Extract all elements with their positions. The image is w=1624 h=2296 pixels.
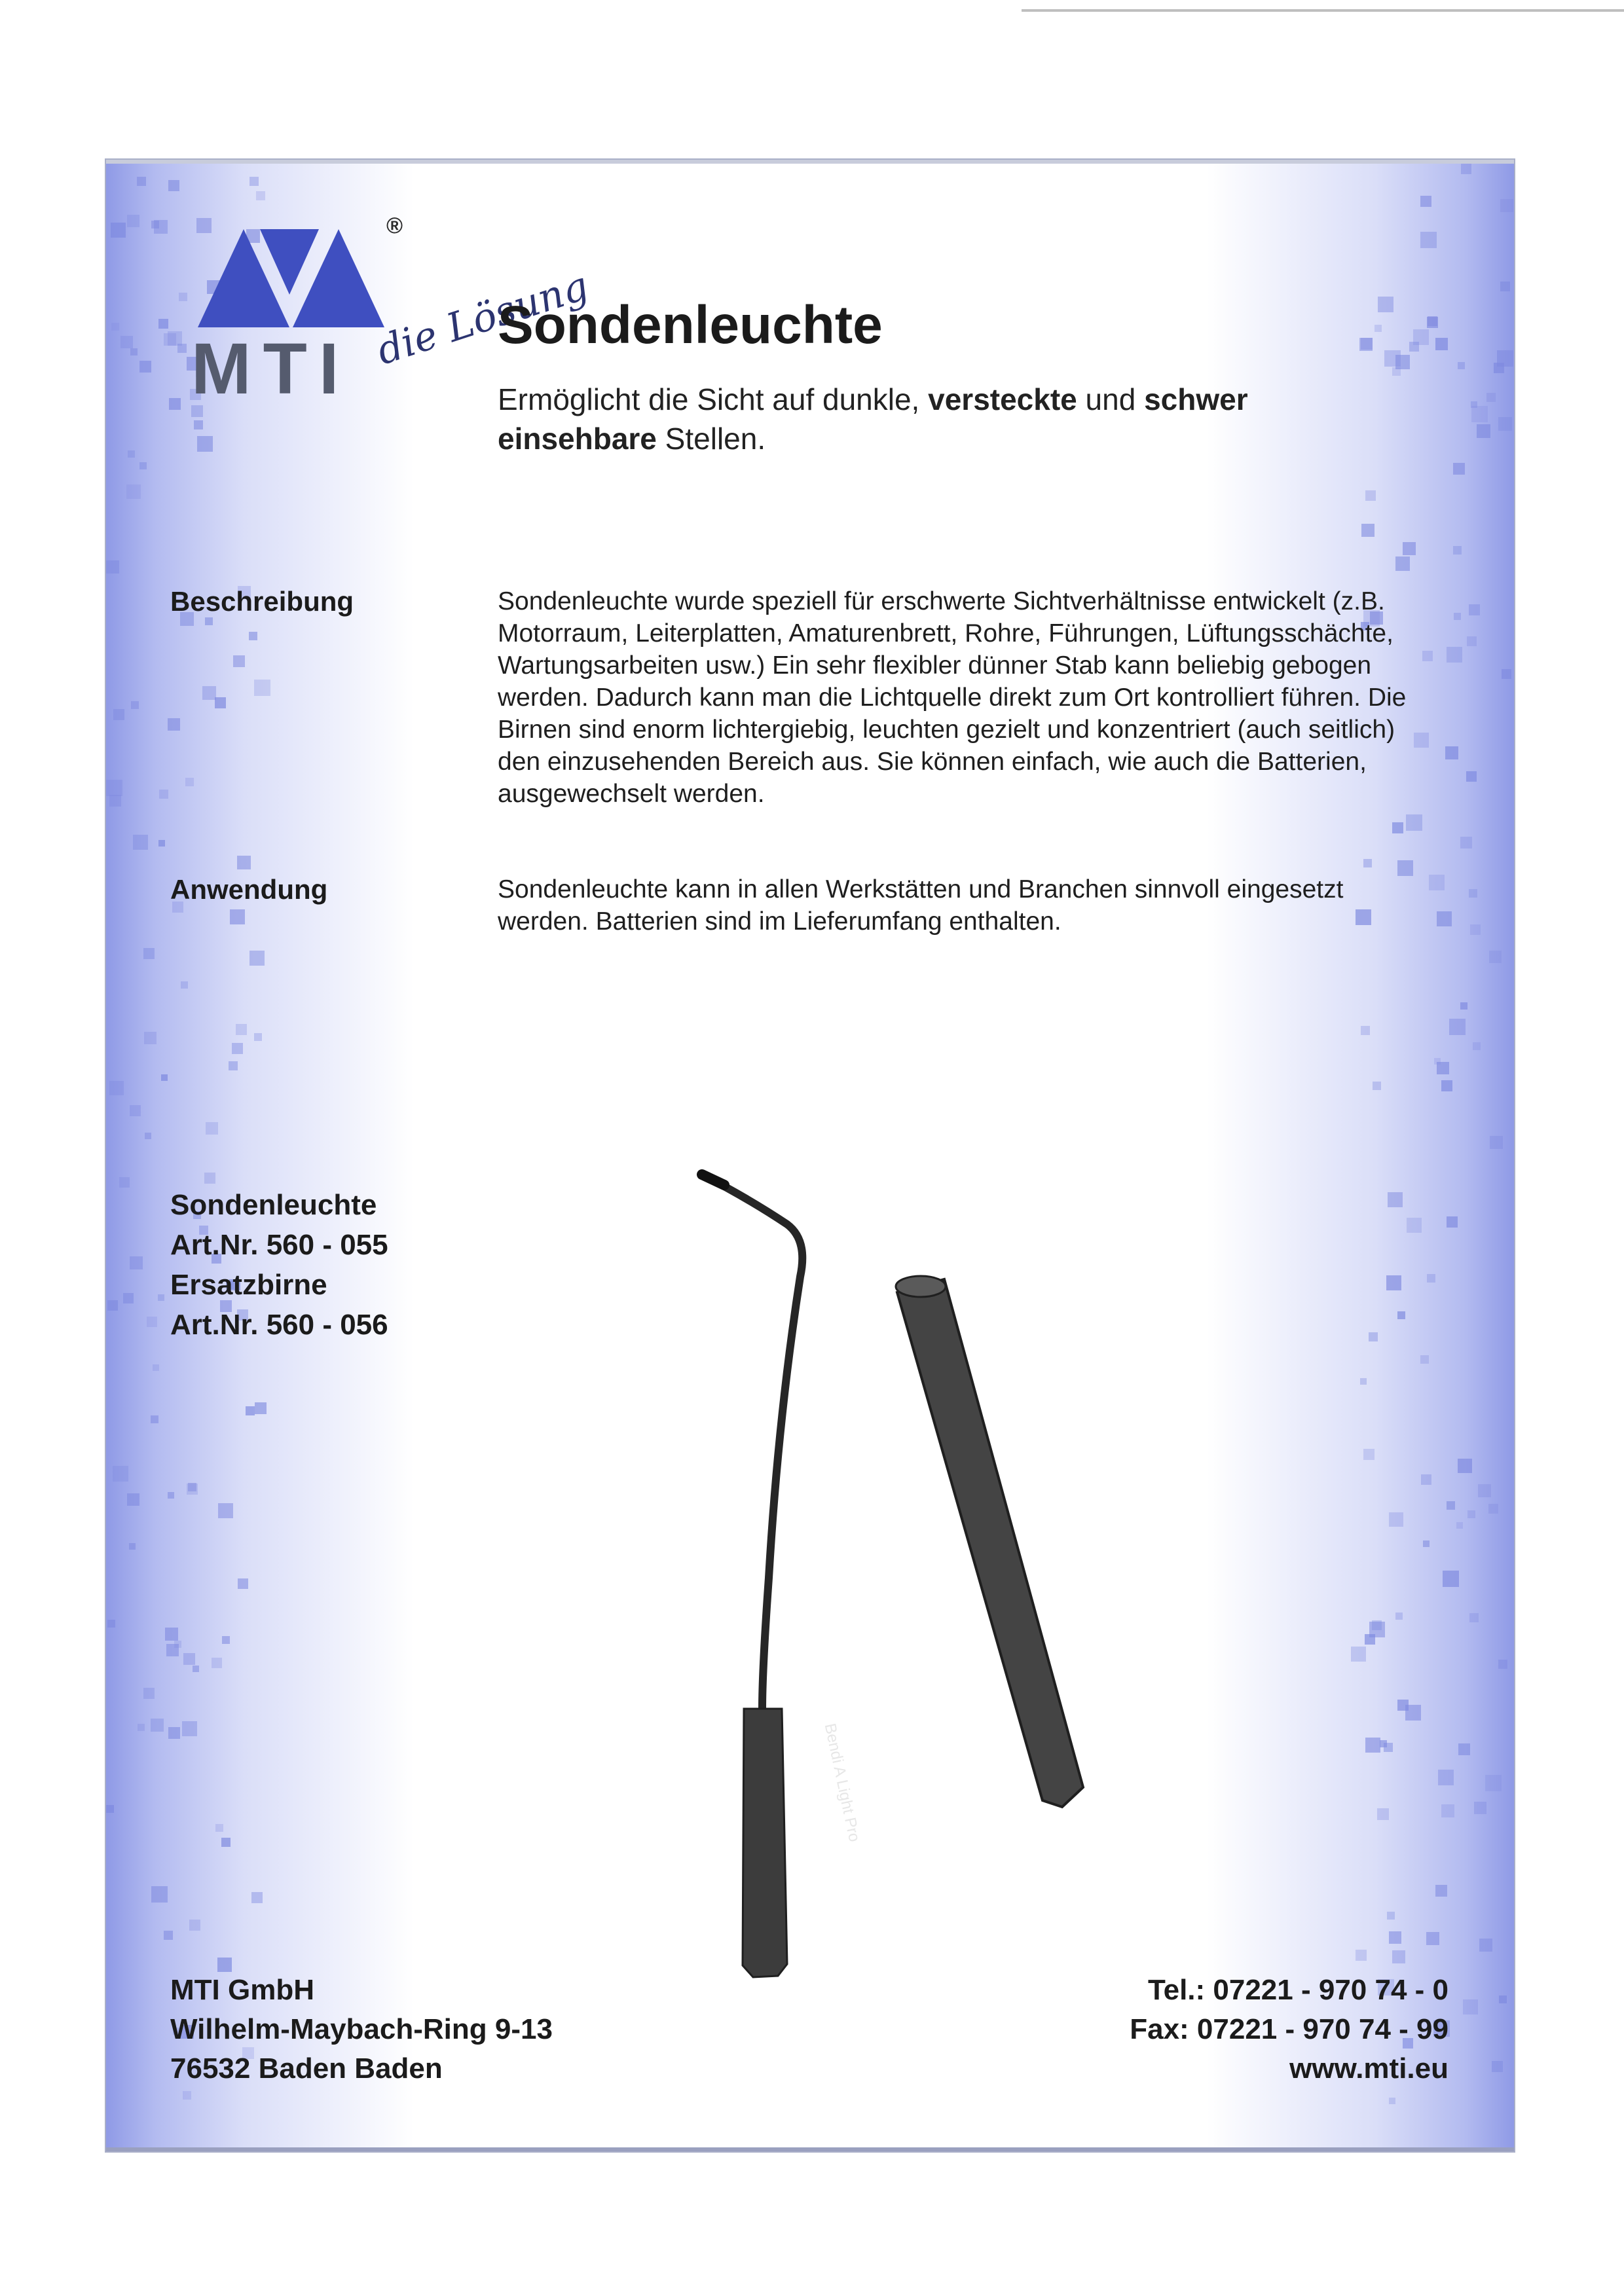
mosaic-square [109,795,121,807]
mosaic-square [1478,1484,1491,1497]
phone-number: Tel.: 07221 - 970 74 - 0 [1147,1974,1449,2006]
mosaic-square [1365,490,1376,501]
mosaic-square [1372,1620,1382,1630]
mosaic-square [119,1177,130,1188]
mosaic-square [1375,325,1382,332]
tube-cap [896,1276,946,1297]
mosaic-square [120,336,133,348]
mosaic-square [1494,363,1504,373]
page-subtitle [498,380,1382,458]
mosaic-square [1467,636,1477,646]
mosaic-square [202,686,216,700]
mosaic-square [1477,424,1490,438]
mosaic-square [139,462,147,469]
mosaic-square [1454,613,1461,620]
mosaic-square [1405,1705,1421,1721]
mosaic-square [1386,1275,1401,1290]
mosaic-square [1447,1501,1455,1510]
mosaic-square [130,1105,141,1116]
mosaic-square [154,220,168,234]
mosaic-square [1435,1885,1447,1897]
mosaic-square [251,1892,263,1903]
mosaic-square [127,1493,139,1506]
mosaic-square [106,560,119,574]
mosaic-square [145,1133,151,1139]
mosaic-square [165,1628,178,1641]
mosaic-square [113,1466,128,1482]
section-label-anwendung: Anwendung [170,874,328,905]
probe-battery-tube [897,1279,1083,1807]
mosaic-square [1445,746,1458,759]
mosaic-square [212,1658,222,1668]
mosaic-square [1437,1062,1449,1074]
mosaic-square [185,778,194,786]
mosaic-square [111,323,119,331]
mosaic-square [107,1300,118,1311]
mosaic-square [1389,1512,1403,1527]
mosaic-square [230,909,245,924]
mosaic-square [1406,814,1422,831]
company-street: Wilhelm-Maybach-Ring 9-13 [170,2013,553,2045]
mosaic-square [158,840,165,847]
article-name: Sondenleuchte [170,1189,377,1221]
mosaic-square [1378,297,1393,312]
mosaic-square [204,1173,215,1184]
mosaic-square [1488,1504,1498,1514]
mosaic-square [1499,1995,1507,2003]
mosaic-square [143,948,155,959]
mosaic-square [1469,1613,1479,1622]
mosaic-square [1500,199,1513,212]
website-link[interactable]: www.mti.eu [1289,2052,1449,2085]
mosaic-square [1498,417,1512,431]
mosaic-square [130,348,138,355]
mosaic-square [1395,1613,1403,1620]
subtitle-emphasis: schwer einsehbare [498,382,1248,456]
mosaic-square [1453,463,1465,475]
mosaic-square [205,617,213,625]
mosaic-square [1403,542,1416,555]
mosaic-square [206,1122,218,1135]
mosaic-square [246,1406,255,1415]
mosaic-square [1435,338,1448,350]
mosaic-square [1388,1192,1403,1207]
mosaic-square [1474,1802,1486,1814]
mosaic-square [130,1256,143,1269]
mosaic-square [1460,837,1472,848]
mosaic-square [1461,164,1471,174]
mosaic-square [129,1543,136,1550]
mosaic-square [123,1293,134,1303]
subtitle-emphasis: versteckte [928,382,1077,416]
mosaic-square [254,1033,262,1041]
mosaic-square [237,856,251,869]
logo-tagline: die Lösung [371,263,594,374]
fax-number: Fax: 07221 - 970 74 - 99 [1130,2013,1449,2045]
mosaic-square [1407,1218,1422,1233]
mosaic-square [164,333,176,346]
mosaic-square [1471,406,1488,422]
company-contact [1130,1971,1449,2088]
mosaic-square [168,1727,180,1739]
mosaic-square [159,790,168,799]
mosaic-square [106,780,122,796]
mosaic-square [143,1688,155,1699]
mosaic-square [215,697,226,708]
mosaic-square [1365,1738,1380,1753]
mosaic-square [109,1081,124,1095]
mosaic-square [256,191,265,200]
mosaic-square [1423,1540,1430,1547]
mosaic-square [1361,1026,1370,1035]
mosaic-square [189,1920,200,1931]
mosaic-square [238,1578,248,1589]
mosaic-square [1486,393,1496,402]
right-gradient-border [1206,164,1514,2147]
mosaic-square [1409,342,1419,352]
mosaic-square [249,632,257,640]
mosaic-square [1443,1571,1459,1587]
mosaic-square [222,1636,230,1644]
mosaic-square [107,1620,115,1628]
mosaic-square [126,484,141,499]
mosaic-square [1420,1355,1429,1364]
scan-top-rule [1022,9,1624,12]
mosaic-square [1458,1743,1470,1755]
mosaic-square [1470,924,1481,935]
mosaic-square [1384,350,1401,367]
mosaic-square [1437,911,1452,926]
mosaic-square [1469,889,1477,898]
mosaic-square [249,177,259,186]
mosaic-square [215,1824,223,1832]
mosaic-square [1479,1939,1492,1952]
mosaic-square [1447,1216,1458,1228]
mosaic-square [1490,1136,1503,1149]
probe-handle [743,1709,787,1977]
mosaic-square [133,835,148,850]
mosaic-square [1420,232,1437,248]
logo-triangles-icon [178,203,394,334]
company-city: 76532 Baden Baden [170,2052,443,2085]
mosaic-square [1384,1743,1393,1752]
mosaic-square [153,1364,159,1371]
probe-rod [702,1175,802,1709]
mosaic-square [1447,647,1462,663]
mosaic-square [1460,1002,1467,1010]
mosaic-square [151,1886,168,1903]
mosaic-square [1485,1775,1502,1791]
subtitle-part: und [1077,382,1145,416]
mosaic-square [183,1653,195,1665]
mosaic-square [1392,822,1403,833]
probe-print-label: Bendi A Light Pro [821,1722,864,1844]
section-text-beschreibung: Sondenleuchte wurde speziell für erschwerte Sichtverhältnisse entwickelt (z.B. Motorraum, Leiterplatten, Amaturenbrett, Rohre, Führungen, Lüftungsschächte, Wartungsarbeiten usw.) Ein sehr flexibler dünner Stab kann beliebig gebogen werden. Dadurch kann man die Lichtquelle direkt zum Ort kontrolliert führen. Die Birnen sind enorm lichtergiebig, leuchten gezielt und konzentriert (auch seitlich) den einzusehenden Bereich aus. Sie können einfach, wie auch die Batterien, ausgewechselt werden. [498,587,1407,808]
mosaic-square [106,1805,114,1813]
mosaic-square [158,1294,164,1301]
mosaic-square [1438,1770,1454,1785]
mosaic-square [1426,1932,1439,1945]
mosaic-square [168,1492,174,1499]
mosaic-square [236,1024,247,1035]
mosaic-square [138,1724,145,1731]
mosaic-square [1369,1332,1378,1341]
mosaic-square [1428,316,1437,326]
mosaic-square [1421,1474,1431,1485]
mosaic-square [229,1061,238,1070]
mosaic-square [1466,771,1477,782]
mosaic-square [168,718,180,731]
mosaic-square [1351,1647,1366,1662]
subtitle-part: Stellen. [656,422,766,456]
mosaic-square [183,2091,191,2100]
mosaic-square [193,1666,199,1672]
mosaic-square [127,215,139,227]
mosaic-square [1395,556,1410,571]
mosaic-square [1429,875,1445,890]
mosaic-square [1359,338,1373,351]
mosaic-square [1498,1660,1507,1669]
registered-mark: ® [386,213,403,238]
section-label-beschreibung: Beschreibung [170,586,354,617]
mosaic-square [254,680,270,696]
mosaic-square [164,1931,173,1940]
mosaic-square [1397,1311,1405,1319]
mosaic-square [111,223,126,238]
mosaic-square [182,1721,197,1736]
article-number: Art.Nr. 560 - 055 [170,1229,388,1261]
mosaic-square [1449,1019,1466,1035]
left-gradient-border [106,164,414,2147]
section-text-anwendung: Sondenleuchte kann in allen Werkstätten und Branchen sinnvoll eingesetzt werden. Batterien sind im Lieferumfang enthalten. [498,875,1344,936]
mosaic-square [1489,951,1502,963]
company-address [170,1971,553,2088]
mosaic-square [174,1641,181,1648]
mosaic-square [1500,282,1510,291]
mosaic-square [151,1719,164,1732]
mosaic-square [197,436,213,452]
mosaic-square [1467,1510,1475,1518]
mosaic-square [1363,859,1372,867]
mosaic-square [147,1317,157,1327]
mosaic-square [1458,362,1465,369]
mosaic-square [144,1032,157,1044]
mosaic-square [1389,2098,1395,2104]
mosaic-square [158,319,168,329]
mosaic-square [161,1074,168,1081]
mosaic-square [113,709,124,720]
mosaic-square [1363,1449,1375,1460]
mosaic-square [217,1958,232,1972]
mosaic-square [1456,1522,1463,1529]
mosaic-square [1441,1804,1454,1817]
mosaic-square [151,1415,158,1423]
mosaic-square [1453,546,1462,555]
mosaic-square [249,951,265,966]
mosaic-square [1502,669,1511,679]
mosaic-square [131,701,139,709]
mosaic-square [168,180,179,191]
mosaic-square [255,1402,267,1414]
mosaic-square [1365,1634,1375,1645]
mosaic-square [139,361,151,373]
mosaic-square [1427,1274,1435,1283]
company-name: MTI GmbH [170,1974,314,2006]
page-title: Sondenleuchte [498,295,883,355]
mosaic-square [1392,367,1401,376]
mosaic-square [1361,524,1375,537]
mosaic-square [1473,1042,1481,1050]
probe-light-image [591,1159,1128,1984]
mosaic-square [1469,604,1480,615]
mosaic-square [128,450,135,458]
mosaic-square [218,1503,233,1518]
datasheet-card [106,160,1514,2151]
mosaic-square [232,1043,243,1054]
mosaic-square [188,1483,196,1491]
mosaic-square [1420,196,1431,207]
mosaic-square [137,177,146,186]
probe-tip [702,1175,724,1185]
mosaic-square [233,655,245,667]
mosaic-square [1392,1950,1405,1963]
mosaic-square [181,981,188,989]
mosaic-square [1441,1080,1452,1091]
mosaic-square [1377,1808,1389,1820]
mosaic-square [1463,1999,1478,2014]
logo-wordmark: MTI [191,329,351,409]
mosaic-square [1360,1378,1367,1385]
mosaic-square [1389,1931,1401,1944]
mosaic-square [1492,2061,1503,2072]
mosaic-square [1373,1082,1381,1090]
article-name: Ersatzbirne [170,1269,327,1301]
mosaic-square [1356,1950,1367,1961]
mosaic-square [1458,1459,1472,1473]
subtitle-part: Ermöglicht die Sicht auf dunkle, [498,382,929,416]
mosaic-square [221,1838,231,1847]
article-number: Art.Nr. 560 - 056 [170,1309,388,1341]
article-list [170,1185,388,1345]
mosaic-square [1387,1912,1395,1920]
